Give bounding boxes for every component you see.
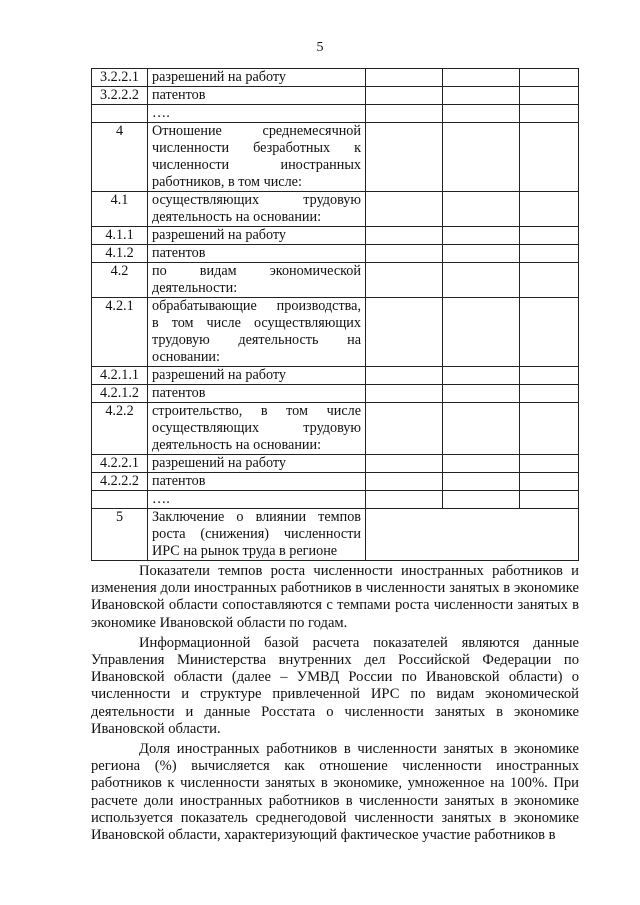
table-row bbox=[92, 69, 579, 87]
paragraph: Информационной базой расчета показателей являются данные Управления Министерства внутренних дел Российской Федерации по Ивановской области (далее – УМВД России по Ивановской области) о численности и структуре привлеченной ИРС по видам экономической деятельности и данные Росстата о численности занятых в экономике Ивановской области. bbox=[91, 634, 579, 737]
row-text-line: Отношение среднемесячной bbox=[152, 123, 361, 139]
row-text-line: патентов bbox=[152, 87, 206, 103]
row-text bbox=[148, 509, 366, 561]
row-text bbox=[148, 491, 366, 509]
table-row bbox=[92, 87, 579, 105]
row-text bbox=[148, 245, 366, 263]
row-text-line: разрешений на работу bbox=[152, 367, 286, 383]
row-text-line: разрешений на работу bbox=[152, 227, 286, 243]
row-number: 4.1.2 bbox=[92, 245, 148, 263]
row-text-line: основании: bbox=[152, 349, 220, 365]
empty-cell bbox=[443, 87, 520, 105]
row-text bbox=[148, 455, 366, 473]
row-text-line: численности иностранных bbox=[152, 157, 361, 173]
row-text-line: осуществляющих трудовую bbox=[152, 420, 361, 436]
row-text-line: численности безработных к bbox=[152, 140, 361, 156]
row-number: 4.2.1.2 bbox=[92, 385, 148, 403]
empty-cell bbox=[443, 69, 520, 87]
table-row bbox=[92, 403, 579, 455]
row-text bbox=[148, 192, 366, 227]
paragraph: Доля иностранных работников в численности занятых в экономике региона (%) вычисляется как отношение численности иностранных работников к численности занятых в экономике, умноженное на 100%. При расчете доли иностранных работников в численности занятых в экономике используется показатель среднегодовой численности занятых в экономике Ивановской области, характеризующий фактическое участие работников в bbox=[91, 741, 579, 844]
page-number: 5 bbox=[316, 40, 324, 55]
empty-cell bbox=[366, 227, 443, 245]
empty-cell bbox=[366, 263, 443, 298]
row-number: 3.2.2.1 bbox=[92, 69, 148, 87]
empty-cell bbox=[520, 403, 579, 455]
empty-cell bbox=[520, 105, 579, 123]
empty-cell bbox=[443, 385, 520, 403]
row-number: 4.2.1 bbox=[92, 298, 148, 367]
empty-cell bbox=[520, 69, 579, 87]
row-text bbox=[148, 403, 366, 455]
empty-cell bbox=[520, 123, 579, 192]
empty-cell bbox=[520, 192, 579, 227]
table-row bbox=[92, 491, 579, 509]
empty-cell bbox=[443, 123, 520, 192]
empty-cell bbox=[366, 123, 443, 192]
empty-cell bbox=[520, 491, 579, 509]
empty-cell bbox=[520, 385, 579, 403]
row-number: 5 bbox=[92, 509, 148, 561]
empty-cell bbox=[366, 69, 443, 87]
row-text-line: Заключение о влиянии темпов bbox=[152, 509, 361, 525]
empty-cell bbox=[366, 245, 443, 263]
row-text-line: по видам экономической bbox=[152, 263, 361, 279]
empty-cell bbox=[443, 263, 520, 298]
empty-cell bbox=[366, 192, 443, 227]
table-row bbox=[92, 123, 579, 192]
row-text bbox=[148, 227, 366, 245]
empty-cell bbox=[443, 298, 520, 367]
row-number: 4.2.1.1 bbox=[92, 367, 148, 385]
row-text-line: строительство, в том числе bbox=[152, 403, 361, 419]
table-row bbox=[92, 263, 579, 298]
empty-cell bbox=[366, 473, 443, 491]
empty-cell bbox=[520, 87, 579, 105]
row-number: 4.1.1 bbox=[92, 227, 148, 245]
empty-cell bbox=[443, 455, 520, 473]
empty-cell bbox=[520, 227, 579, 245]
row-number: 4.2 bbox=[92, 263, 148, 298]
empty-cell bbox=[520, 367, 579, 385]
row-text-line: осуществляющих трудовую bbox=[152, 192, 361, 208]
row-text-line: обрабатывающие производства, bbox=[152, 298, 361, 314]
row-text-line: ИРС на рынок труда в регионе bbox=[152, 543, 338, 559]
row-number: 4.2.2 bbox=[92, 403, 148, 455]
empty-cell bbox=[443, 245, 520, 263]
empty-cell bbox=[366, 403, 443, 455]
row-text-line: патентов bbox=[152, 473, 206, 489]
empty-cell bbox=[520, 263, 579, 298]
paragraph: Показатели темпов роста численности иностранных работников и изменения доли иностранных работников в численности занятых в экономике Ивановской области сопоставляются с темпами роста численности занятых в экономике Ивановской области по годам. bbox=[91, 563, 579, 631]
row-number: 4.2.2.1 bbox=[92, 455, 148, 473]
row-text-line: …. bbox=[152, 105, 170, 121]
empty-cell bbox=[366, 385, 443, 403]
row-text bbox=[148, 69, 366, 87]
empty-cell bbox=[366, 367, 443, 385]
table-row bbox=[92, 227, 579, 245]
row-number: 4.2.2.2 bbox=[92, 473, 148, 491]
table-row bbox=[92, 192, 579, 227]
empty-cell bbox=[366, 455, 443, 473]
row-text-line: деятельность на основании: bbox=[152, 209, 322, 225]
row-text-line: патентов bbox=[152, 245, 206, 261]
indicators-table bbox=[91, 68, 579, 561]
empty-cell bbox=[443, 367, 520, 385]
empty-cell bbox=[366, 509, 579, 561]
row-number: 3.2.2.2 bbox=[92, 87, 148, 105]
row-text bbox=[148, 263, 366, 298]
row-text-line: деятельности: bbox=[152, 280, 238, 296]
table-row bbox=[92, 298, 579, 367]
row-text-line: деятельность на основании: bbox=[152, 437, 322, 453]
row-text bbox=[148, 123, 366, 192]
table-row bbox=[92, 473, 579, 491]
row-text-line: патентов bbox=[152, 385, 206, 401]
empty-cell bbox=[366, 491, 443, 509]
empty-cell bbox=[443, 105, 520, 123]
empty-cell bbox=[443, 473, 520, 491]
row-text-line: разрешений на работу bbox=[152, 69, 286, 85]
table-row bbox=[92, 367, 579, 385]
empty-cell bbox=[443, 192, 520, 227]
empty-cell bbox=[366, 298, 443, 367]
empty-cell bbox=[366, 87, 443, 105]
body-text bbox=[91, 563, 579, 847]
row-text-line: разрешений на работу bbox=[152, 455, 286, 471]
empty-cell bbox=[443, 491, 520, 509]
table-row bbox=[92, 105, 579, 123]
row-text-line: …. bbox=[152, 491, 170, 507]
row-text-line: работников, в том числе: bbox=[152, 174, 302, 190]
empty-cell bbox=[443, 227, 520, 245]
empty-cell bbox=[366, 105, 443, 123]
row-text-line: трудовую деятельность на bbox=[152, 332, 361, 348]
row-number: 4.1 bbox=[92, 192, 148, 227]
row-text bbox=[148, 87, 366, 105]
table-row bbox=[92, 509, 579, 561]
row-text-line: в том числе осуществляющих bbox=[152, 315, 361, 331]
row-text bbox=[148, 385, 366, 403]
empty-cell bbox=[443, 403, 520, 455]
empty-cell bbox=[520, 473, 579, 491]
row-number bbox=[92, 491, 148, 509]
empty-cell bbox=[520, 455, 579, 473]
row-text bbox=[148, 473, 366, 491]
table-row bbox=[92, 455, 579, 473]
table-row bbox=[92, 385, 579, 403]
empty-cell bbox=[520, 298, 579, 367]
row-number bbox=[92, 105, 148, 123]
empty-cell bbox=[520, 245, 579, 263]
row-text bbox=[148, 105, 366, 123]
table-row bbox=[92, 245, 579, 263]
row-text-line: роста (снижения) численности bbox=[152, 526, 361, 542]
row-number: 4 bbox=[92, 123, 148, 192]
row-text bbox=[148, 298, 366, 367]
row-text bbox=[148, 367, 366, 385]
